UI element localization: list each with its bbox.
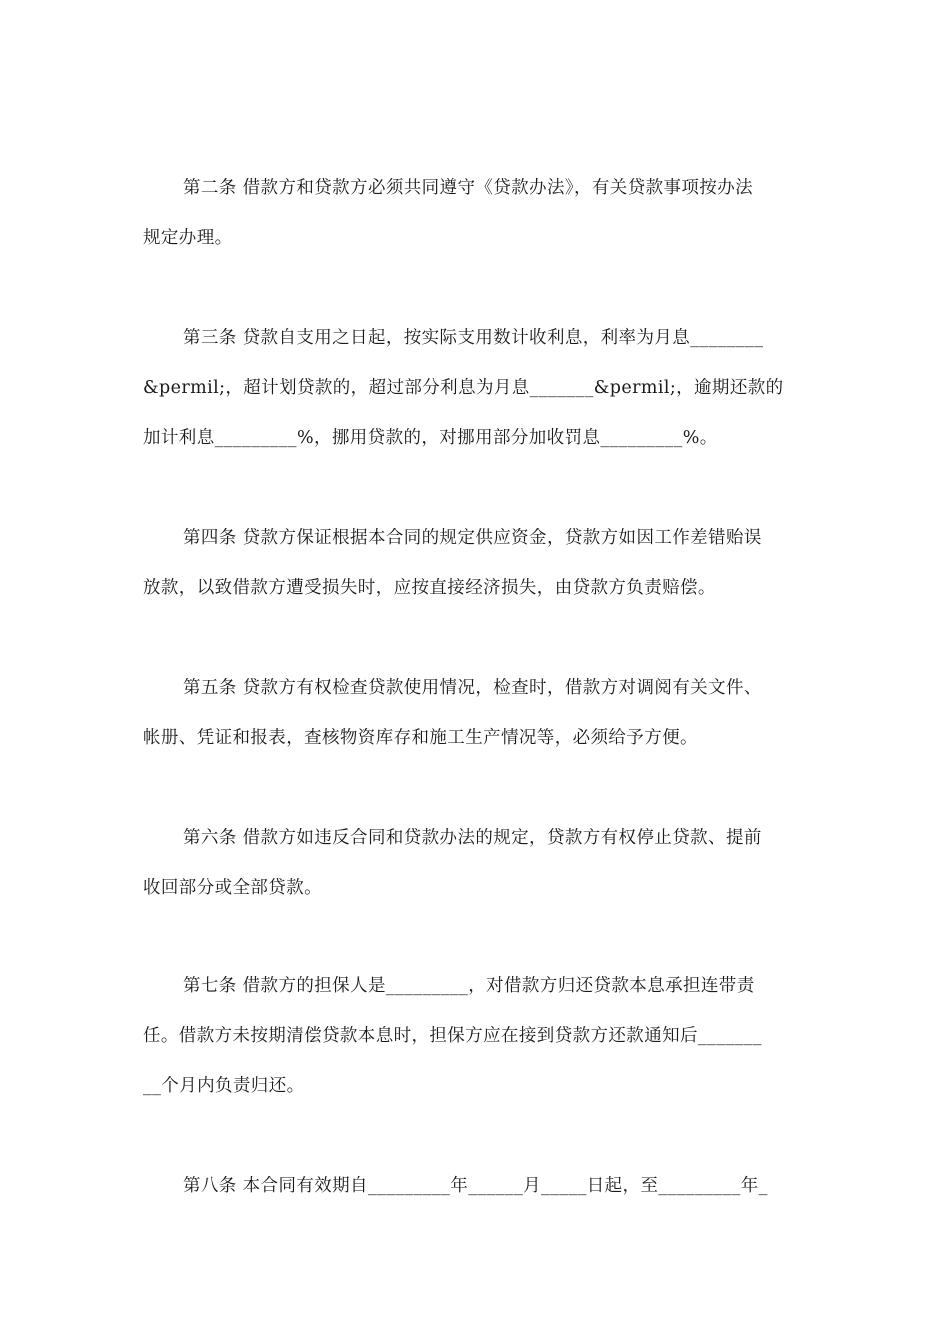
article-7-line-2: 任。借款方未按期清偿贷款本息时，担保方应在接到贷款方还款通知后_______ [143, 1026, 762, 1046]
article-4-line-2: 放款，以致借款方遭受损失时，应按直接经济损失，由贷款方负责赔偿。 [143, 578, 716, 598]
article-6-line-1: 第六条 借款方如违反合同和贷款办法的规定，贷款方有权停止贷款、提前 [183, 828, 762, 848]
article-5-line-1: 第五条 贷款方有权检查贷款使用情况，检查时，借款方对调阅有关文件、 [183, 678, 762, 698]
article-2-line-2: 规定办理。 [143, 228, 233, 248]
article-3-line-3: 加计利息_________%，挪用贷款的，对挪用部分加收罚息_________%。 [143, 428, 718, 448]
article-6-line-2: 收回部分或全部贷款。 [143, 878, 322, 898]
article-3-line-1: 第三条 贷款自支用之日起，按实际支用数计收利息，利率为月息________ [183, 328, 764, 348]
article-5-line-2: 帐册、凭证和报表，查核物资库存和施工生产情况等，必须给予方便。 [143, 728, 698, 748]
article-4-line-1: 第四条 贷款方保证根据本合同的规定供应资金，贷款方如因工作差错贻误 [183, 528, 762, 548]
article-2-line-1: 第二条 借款方和贷款方必须共同遵守《贷款办法》，有关贷款事项按办法 [183, 178, 754, 198]
article-7-line-3: __个月内负责归还。 [143, 1076, 305, 1096]
article-7-line-1: 第七条 借款方的担保人是_________，对借款方归还贷款本息承担连带责 [183, 976, 755, 996]
article-8-line-1: 第八条 本合同有效期自_________年______月_____日起，至_________年_ [183, 1176, 768, 1196]
article-3-line-2: &permil;，超计划贷款的，超过部分利息为月息_______&permil;，逾期还款的 [143, 378, 784, 398]
